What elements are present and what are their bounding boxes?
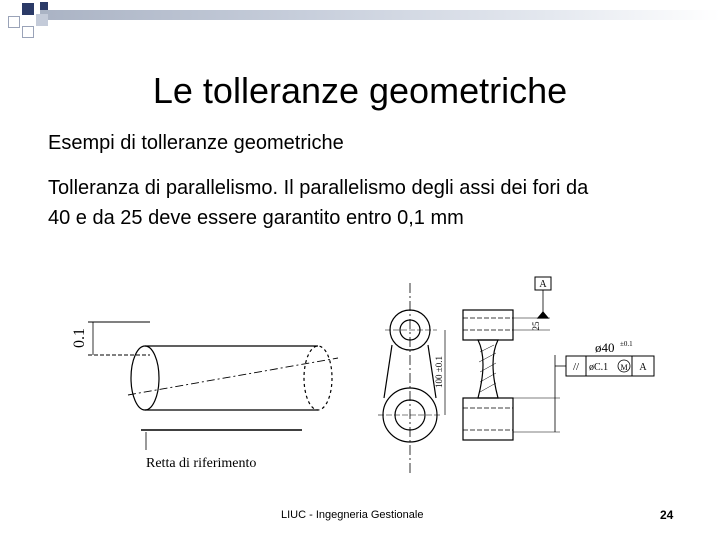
diameter-tolerance: ±0.1 <box>620 340 633 348</box>
footer-text: LIUC - Ingegneria Gestionale <box>281 509 424 521</box>
tolerance-frame-value: øC.1 <box>589 362 609 373</box>
slide-subtitle: Esempi di tolleranze geometriche <box>48 132 344 154</box>
section-view-figure <box>463 277 654 440</box>
description-paragraph: Tolleranza di parallelismo. Il parallelismo degli assi dei fori da 40 e da 25 deve essere garantito entro 0,1 mm <box>48 177 589 229</box>
tolerance-value-label: 0.1 <box>71 328 88 348</box>
frame-datum-letter: A <box>639 362 647 373</box>
thickness-25-label: 25 <box>531 321 541 331</box>
parallelism-zone-figure <box>88 322 338 450</box>
max-material-modifier: M <box>620 363 628 372</box>
parallelism-symbol: // <box>572 361 580 373</box>
page-number: 24 <box>660 508 674 522</box>
diameter-label: ø40 <box>595 340 615 355</box>
center-distance-label: 100 ±0.1 <box>434 356 444 388</box>
datum-a-letter: A <box>539 279 547 290</box>
slide-title: Le tolleranze geometriche <box>152 70 568 111</box>
reference-line-label: Retta di riferimento <box>146 456 257 471</box>
